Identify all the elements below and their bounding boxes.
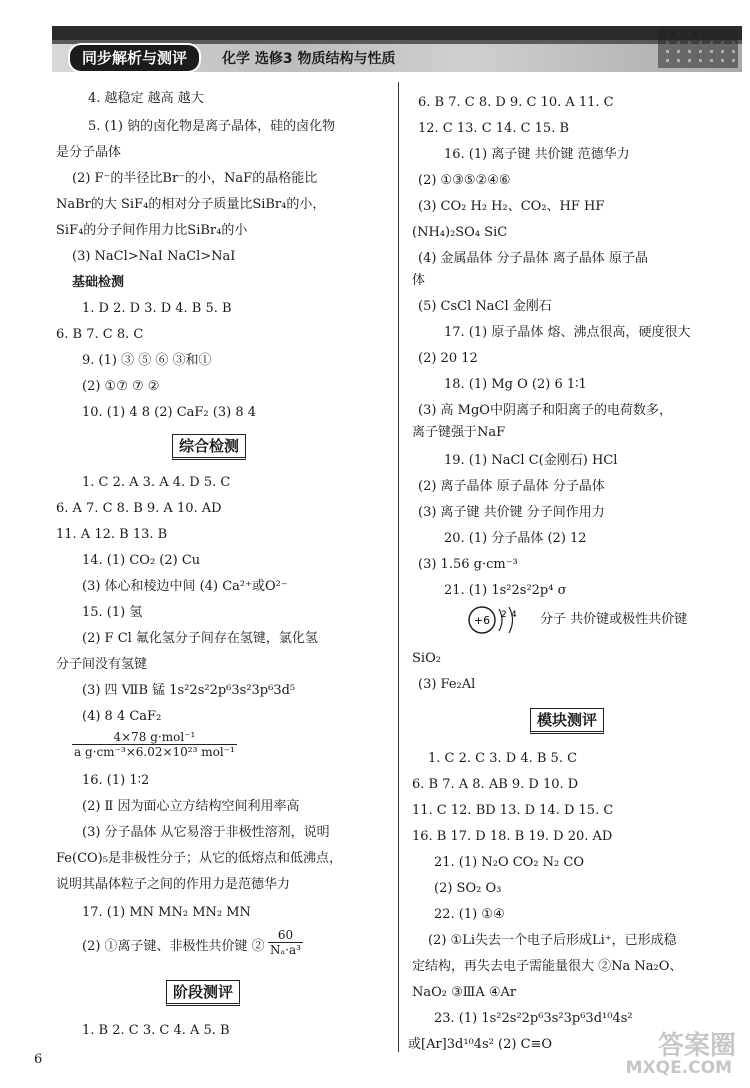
answer-line: (2) Ⅱ 因为面心立方结构空间利用率高	[82, 799, 300, 814]
answer-line: 说明其晶体粒子之间的作用力是范德华力	[56, 877, 291, 892]
answer-line: 1. C 2. A 3. A 4. D 5. C	[82, 475, 231, 490]
answer-line: 6. A 7. C 8. B 9. A 10. AD	[56, 501, 222, 516]
answer-line: 11. A 12. B 13. B	[56, 527, 168, 542]
column-divider	[398, 82, 399, 1052]
answer-line: 体	[412, 273, 426, 288]
answer-line: SiO₂	[412, 651, 441, 666]
fraction-denominator: a g·cm⁻³×6.02×10²³ mol⁻¹	[74, 745, 235, 759]
answer-line: NaO₂ ③ⅢA ④Ar	[412, 985, 517, 1000]
answer-line: (3) 四 ⅦB 锰 1s²2s²2p⁶3s²3p⁶3d⁵	[82, 683, 296, 698]
answer-line: 是分子晶体	[56, 145, 122, 160]
banner-top-bar	[52, 26, 742, 40]
shell-electron-count: 4	[511, 610, 517, 620]
fraction-numerator: 4×78 g·mol⁻¹	[72, 730, 237, 745]
answer-line: 21. (1) N₂O CO₂ N₂ CO	[434, 855, 585, 870]
watermark-logo: 答案圈	[657, 1031, 736, 1061]
page-number: 6	[34, 1052, 43, 1067]
answer-line: (5) CsCl NaCl 金刚石	[418, 299, 552, 314]
answer-line: (4) 8 4 CaF₂	[82, 709, 162, 724]
answer-line: (2) ①离子键、非极性共价键 ②	[82, 939, 265, 954]
answer-line: (2) ①Li失去一个电子后形成Li⁺，已形成稳	[428, 933, 677, 948]
answer-line: 16. B 17. D 18. B 19. D 20. AD	[412, 829, 613, 844]
fraction-denominator: Nₐ·a³	[270, 943, 301, 957]
answer-line: 或[Ar]3d¹⁰4s² (2) C≡O	[408, 1037, 553, 1052]
answer-line: NaBr的大 SiF₄的相对分子质量比SiBr₄的小，	[56, 197, 326, 212]
answer-line: 10. (1) 4 8 (2) CaF₂ (3) 8 4	[82, 405, 256, 420]
answer-line: 12. C 13. C 14. C 15. B	[418, 121, 570, 136]
section-comprehensive-title: 综合检测	[172, 434, 246, 460]
answer-line: (2) 20 12	[418, 351, 478, 366]
answer-line: (3) 分子晶体 从它易溶于非极性溶剂，说明	[82, 825, 330, 840]
header-banner	[52, 26, 742, 72]
answer-line: (3) 体心和棱边中间 (4) Ca²⁺或O²⁻	[82, 579, 288, 594]
answer-line: (2) F⁻的半径比Br⁻的小，NaF的晶格能比	[72, 171, 318, 186]
answer-line: 分子间没有氢键	[56, 657, 148, 672]
answer-line: 6. B 7. A 8. AB 9. D 10. D	[412, 777, 579, 792]
answer-line: 分子 共价键或极性共价键	[540, 612, 688, 627]
answer-line: (2) 离子晶体 原子晶体 分子晶体	[418, 479, 605, 494]
answer-line: 16. (1) 离子键 共价键 范德华力	[444, 147, 630, 162]
answer-line: 6. B 7. C 8. D 9. C 10. A 11. C	[418, 95, 614, 110]
answer-line: 定结构，再失去电子需能量很大 ②Na Na₂O、	[412, 959, 683, 974]
answer-line: 1. D 2. D 3. D 4. B 5. B	[82, 301, 232, 316]
answer-line: 16. (1) 1∶2	[82, 773, 150, 788]
section-basic-title: 基础检测	[72, 275, 125, 290]
answer-line: (4) 金属晶体 分子晶体 离子晶体 原子晶	[418, 251, 648, 266]
answer-line: (3) 1.56 g·cm⁻³	[418, 557, 518, 572]
fraction-numerator: 60	[268, 928, 303, 943]
shell-electron-count: 2	[501, 610, 507, 620]
answer-line: 15. (1) 氢	[82, 605, 143, 620]
answer-line: (2) SO₂ O₃	[434, 881, 502, 896]
banner-decoration	[658, 28, 738, 68]
answer-line: 离子键强于NaF	[412, 425, 506, 440]
density-fraction	[72, 730, 237, 759]
answer-line: 21. (1) 1s²2s²2p⁴ σ	[444, 583, 567, 598]
answer-line: 19. (1) NaCl C(金刚石) HCl	[444, 453, 618, 468]
answer-line: 1. C 2. C 3. D 4. B 5. C	[428, 751, 578, 766]
book-subtitle: 化学 选修3 物质结构与性质	[222, 51, 396, 67]
answer-line: (2) ①③⑤②④⑥	[418, 173, 511, 188]
answer-line: (3) CO₂ H₂ H₂、CO₂、HF HF	[418, 199, 605, 214]
answer-line: 11. C 12. BD 13. D 14. D 15. C	[412, 803, 614, 818]
answer-line: 18. (1) Mg O (2) 6 1∶1	[444, 377, 587, 392]
answer-line: Fe(CO)₅是非极性分子；从它的低熔点和低沸点，	[56, 851, 342, 866]
answer-line: (3) 离子键 共价键 分子间作用力	[418, 505, 605, 520]
answer-line: 20. (1) 分子晶体 (2) 12	[444, 531, 587, 546]
answer-line: 22. (1) ①④	[434, 907, 505, 922]
answer-line: (NH₄)₂SO₄ SiC	[412, 225, 508, 240]
atom-structure-diagram	[462, 600, 526, 640]
answer-line: (2) ①⑦ ⑦ ②	[82, 379, 160, 394]
answer-line: SiF₄的分子间作用力比SiBr₄的小	[56, 223, 248, 238]
answer-line: (2) F Cl 氟化氢分子间存在氢键，氯化氢	[82, 631, 318, 646]
answer-line: (3) Fe₂Al	[418, 677, 476, 692]
section-module-title: 模块测评	[530, 708, 604, 734]
book-title-badge: 同步解析与测评	[68, 43, 201, 73]
answer-line: 14. (1) CO₂ (2) Cu	[82, 553, 201, 568]
answer-line: 5. (1) 钠的卤化物是离子晶体，硅的卤化物	[88, 119, 336, 134]
watermark-url: MXQE.COM	[625, 1058, 732, 1078]
answer-line: 9. (1) ③ ⑤ ⑥ ③和①	[82, 353, 212, 368]
answer-line: 17. (1) 原子晶体 熔、沸点很高，硬度很大	[444, 325, 691, 340]
answer-line: 4. 越稳定 越高 越大	[88, 91, 204, 106]
nucleus-charge: +6	[473, 614, 491, 627]
answer-line: 23. (1) 1s²2s²2p⁶3s²3p⁶3d¹⁰4s²	[434, 1011, 633, 1026]
answer-line: 6. B 7. C 8. C	[56, 327, 144, 342]
density-fraction	[268, 928, 303, 957]
answer-line: 1. B 2. C 3. C 4. A 5. B	[82, 1023, 230, 1038]
section-stage-title: 阶段测评	[166, 980, 240, 1006]
answer-line: 17. (1) MN MN₂ MN₂ MN	[82, 905, 251, 920]
answer-line: (3) 高 MgO中阴离子和阳离子的电荷数多，	[418, 403, 672, 418]
answer-line: (3) NaCl>NaI NaCl>NaI	[72, 249, 236, 264]
